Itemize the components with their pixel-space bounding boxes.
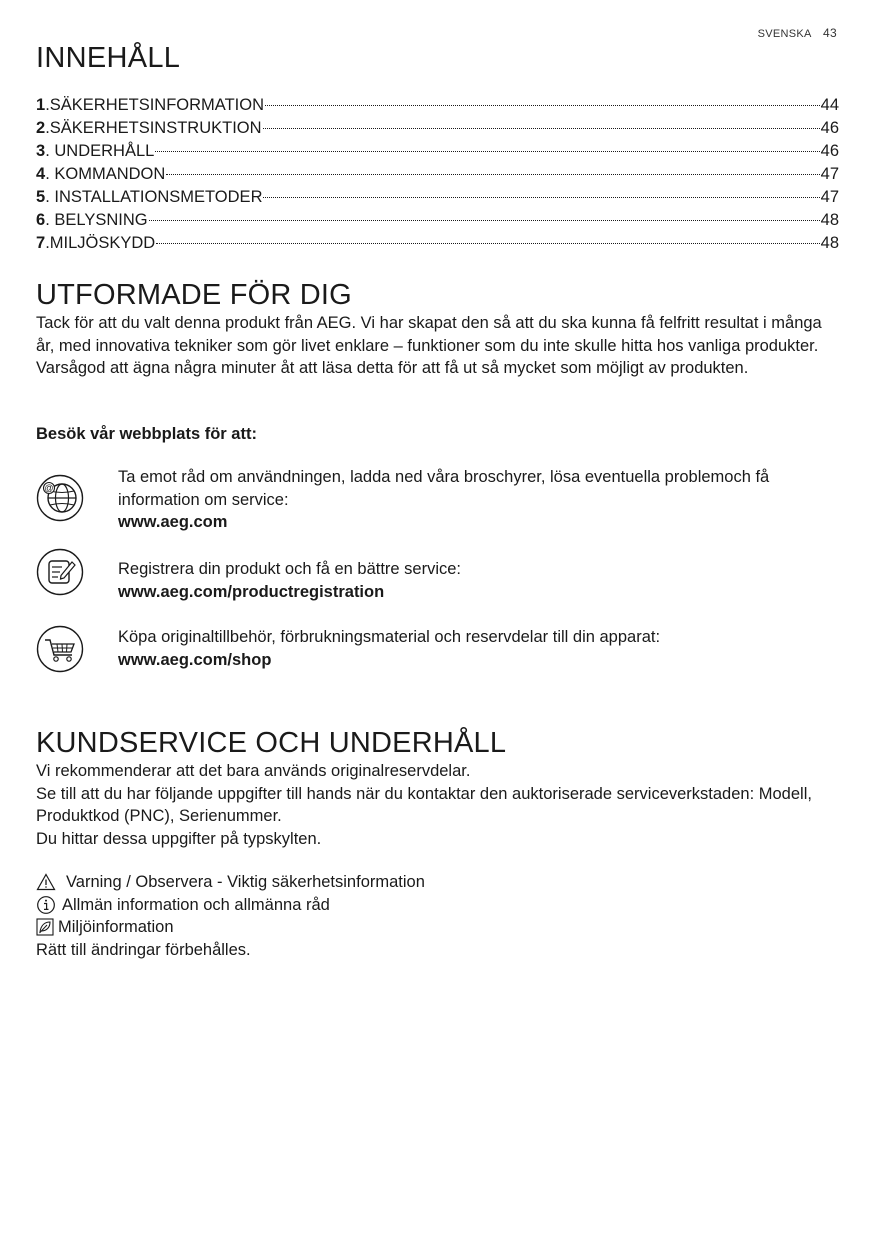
- legend-warning: [36, 871, 425, 894]
- shopping-cart-icon: [36, 625, 84, 673]
- toc-entry[interactable]: 5 . INSTALLATIONSMETODER 47: [36, 188, 839, 206]
- legend-environment: [36, 916, 425, 939]
- designed-section-title: UTFORMADE FÖR DIG: [36, 279, 352, 311]
- toc-entry-label: BELYSNING: [54, 211, 148, 229]
- toc-entry[interactable]: 3 . UNDERHÅLL 46: [36, 142, 839, 160]
- toc-entry[interactable]: 4 . KOMMANDON 47: [36, 165, 839, 183]
- toc-entry-page: 48: [820, 234, 839, 252]
- toc-entry-page: 47: [820, 165, 839, 183]
- service-line: Vi rekommenderar att det bara används originalreservdelar.: [36, 762, 471, 780]
- toc-entry[interactable]: 1 . SÄKERHETSINFORMATION 44: [36, 96, 839, 114]
- toc-entry-number: 7: [36, 234, 46, 252]
- toc-entry-page: 47: [820, 188, 839, 206]
- toc-entry-label: MILJÖSKYDD: [49, 234, 156, 252]
- toc-leader-dots: [265, 105, 820, 106]
- toc-entry-page: 44: [820, 96, 839, 114]
- toc-leader-dots: [149, 220, 820, 221]
- rights-reserved: Rätt till ändringar förbehålles.: [36, 940, 251, 959]
- service-section-title: KUNDSERVICE OCH UNDERHÅLL: [36, 727, 507, 759]
- toc-entry-label: SÄKERHETSINFORMATION: [49, 96, 264, 114]
- legend-warning-label: Varning / Observera - Viktig säkerhetsinformation: [66, 873, 425, 891]
- symbol-legend: [36, 871, 425, 961]
- link-description: Ta emot råd om användningen, ladda ned våra broschyrer, lösa eventuella problemoch få information om service:: [118, 468, 770, 509]
- toc-entry[interactable]: 2 . SÄKERHETSINSTRUKTION 46: [36, 119, 839, 137]
- toc-leader-dots: [263, 197, 819, 198]
- intro-paragraph: Tack för att du valt denna produkt från AEG. Vi har skapat den så att du ska kunna få felfritt resultat i många år, med innovativa tekniker som gör livet enklare – funktioner som du inte skulle hitta hos vanliga produkter. Varsågod att ägna några minuter åt att läsa detta för att få ut så mycket som möjligt av produkten.: [36, 314, 822, 377]
- toc-entry[interactable]: 7 . MILJÖSKYDD 48: [36, 234, 839, 252]
- toc-entry-number: 1: [36, 96, 46, 114]
- table-of-contents: [36, 96, 839, 257]
- toc-entry-number: 4: [36, 165, 46, 183]
- toc-entry-label: INSTALLATIONSMETODER: [54, 188, 263, 206]
- toc-title: INNEHÅLL: [36, 42, 181, 74]
- language-label: SVENSKA: [757, 28, 812, 40]
- info-icon: [36, 895, 56, 915]
- product-registration-link[interactable]: www.aeg.com/productregistration: [118, 582, 385, 601]
- toc-entry-label: KOMMANDON: [54, 165, 166, 183]
- website-link[interactable]: www.aeg.com: [118, 513, 228, 531]
- toc-entry-number: 6: [36, 211, 46, 229]
- toc-leader-dots: [155, 151, 819, 152]
- leaf-icon: [36, 918, 54, 936]
- service-line: Se till att du har följande uppgifter till hands när du kontaktar den auktoriserade serviceverkstaden: Modell, Produktkod (PNC), Serienummer.: [36, 784, 812, 825]
- service-line: Du hittar dessa uppgifter på typskylten.: [36, 829, 322, 848]
- visit-heading: Besök vår webbplats för att:: [36, 425, 257, 443]
- toc-entry-page: 48: [820, 211, 839, 229]
- toc-entry-page: 46: [820, 142, 839, 160]
- warning-icon: [36, 873, 56, 891]
- toc-entry-number: 3: [36, 142, 46, 160]
- legend-environment-label: Miljöinformation: [58, 918, 174, 936]
- toc-entry-label: UNDERHÅLL: [54, 142, 155, 160]
- svg-text:@: @: [44, 483, 54, 494]
- shop-link[interactable]: www.aeg.com/shop: [118, 650, 272, 669]
- toc-leader-dots: [156, 243, 819, 244]
- service-text: [36, 760, 826, 850]
- toc-entry[interactable]: 6 . BELYSNING 48: [36, 211, 839, 229]
- toc-entry-number: 5: [36, 188, 46, 206]
- toc-entry-label: SÄKERHETSINSTRUKTION: [49, 119, 262, 137]
- toc-leader-dots: [166, 174, 819, 175]
- toc-entry-number: 2: [36, 119, 46, 137]
- link-description: Köpa originaltillbehör, förbrukningsmaterial och reservdelar till din apparat:: [118, 628, 661, 646]
- link-description: Registrera din produkt och få en bättre service:: [118, 560, 462, 578]
- registration-icon: [36, 548, 84, 596]
- toc-leader-dots: [263, 128, 820, 129]
- toc-entry-page: 46: [820, 119, 839, 137]
- legend-info-label: Allmän information och allmänna råd: [62, 895, 330, 914]
- page-number: 43: [823, 26, 837, 40]
- legend-info: [36, 894, 425, 917]
- globe-icon: [36, 474, 84, 522]
- page-header: [758, 26, 837, 40]
